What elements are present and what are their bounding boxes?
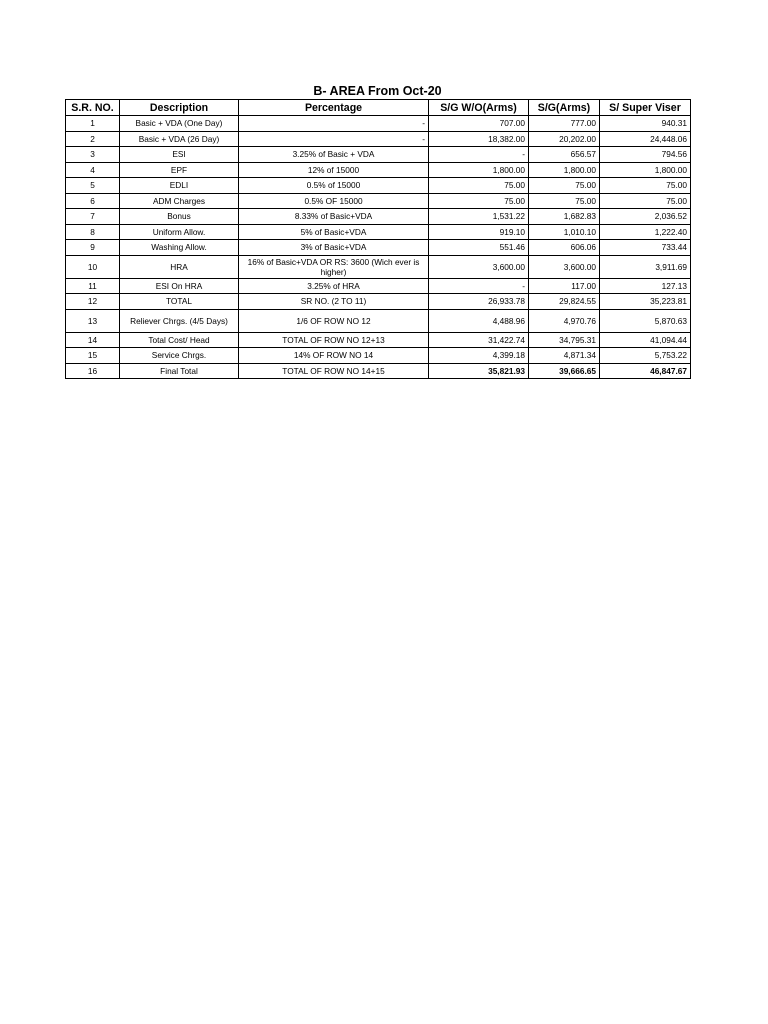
sr-no-cell: 1 xyxy=(66,116,120,132)
sg-wo-arms-cell: 919.10 xyxy=(429,224,529,240)
sg-arms-cell: 1,682.83 xyxy=(529,209,600,225)
sr-no-cell: 2 xyxy=(66,131,120,147)
sg-arms-cell: 29,824.55 xyxy=(529,294,600,310)
super-viser-cell: 75.00 xyxy=(600,178,691,194)
description-cell: ADM Charges xyxy=(120,193,239,209)
rate-table xyxy=(65,99,691,379)
super-viser-cell: 35,223.81 xyxy=(600,294,691,310)
sg-wo-arms-cell: 35,821.93 xyxy=(429,363,529,379)
table-row xyxy=(66,332,691,348)
percentage-cell: 1/6 OF ROW NO 12 xyxy=(239,309,429,332)
table-row xyxy=(66,131,691,147)
table-row xyxy=(66,178,691,194)
sr-no-cell: 6 xyxy=(66,193,120,209)
header-sr-no: S.R. NO. xyxy=(66,100,120,116)
percentage-cell: 0.5% OF 15000 xyxy=(239,193,429,209)
description-cell: Reliever Chrgs. (4/5 Days) xyxy=(120,309,239,332)
sg-arms-cell: 1,010.10 xyxy=(529,224,600,240)
sg-arms-cell: 39,666.65 xyxy=(529,363,600,379)
table-row xyxy=(66,278,691,294)
super-viser-cell: 75.00 xyxy=(600,193,691,209)
super-viser-cell: 794.56 xyxy=(600,147,691,163)
description-cell: Basic + VDA (One Day) xyxy=(120,116,239,132)
description-cell: Basic + VDA (26 Day) xyxy=(120,131,239,147)
table-row xyxy=(66,294,691,310)
super-viser-cell: 3,911.69 xyxy=(600,255,691,278)
percentage-cell: 8.33% of Basic+VDA xyxy=(239,209,429,225)
sg-arms-cell: 34,795.31 xyxy=(529,332,600,348)
sr-no-cell: 13 xyxy=(66,309,120,332)
sg-arms-cell: 20,202.00 xyxy=(529,131,600,147)
sg-wo-arms-cell: 75.00 xyxy=(429,193,529,209)
description-cell: Washing Allow. xyxy=(120,240,239,256)
table-row xyxy=(66,116,691,132)
percentage-cell: 12% of 15000 xyxy=(239,162,429,178)
sg-arms-cell: 4,871.34 xyxy=(529,348,600,364)
description-cell: EPF xyxy=(120,162,239,178)
description-cell: TOTAL xyxy=(120,294,239,310)
super-viser-cell: 24,448.06 xyxy=(600,131,691,147)
header-super-viser: S/ Super Viser xyxy=(600,100,691,116)
sr-no-cell: 4 xyxy=(66,162,120,178)
sg-wo-arms-cell: 4,488.96 xyxy=(429,309,529,332)
table-row xyxy=(66,209,691,225)
percentage-cell: TOTAL OF ROW NO 14+15 xyxy=(239,363,429,379)
super-viser-cell: 1,800.00 xyxy=(600,162,691,178)
header-row xyxy=(66,100,691,116)
super-viser-cell: 46,847.67 xyxy=(600,363,691,379)
sg-wo-arms-cell: 1,531.22 xyxy=(429,209,529,225)
header-sg-wo-arms: S/G W/O(Arms) xyxy=(429,100,529,116)
table-row xyxy=(66,224,691,240)
description-cell: Service Chrgs. xyxy=(120,348,239,364)
sg-wo-arms-cell: 1,800.00 xyxy=(429,162,529,178)
sg-arms-cell: 777.00 xyxy=(529,116,600,132)
table-row xyxy=(66,309,691,332)
percentage-cell: - xyxy=(239,131,429,147)
percentage-cell: SR NO. (2 TO 11) xyxy=(239,294,429,310)
description-cell: ESI On HRA xyxy=(120,278,239,294)
sr-no-cell: 11 xyxy=(66,278,120,294)
percentage-cell: 14% OF ROW NO 14 xyxy=(239,348,429,364)
sg-wo-arms-cell: - xyxy=(429,278,529,294)
super-viser-cell: 127.13 xyxy=(600,278,691,294)
super-viser-cell: 5,753.22 xyxy=(600,348,691,364)
super-viser-cell: 1,222.40 xyxy=(600,224,691,240)
header-description: Description xyxy=(120,100,239,116)
table-body xyxy=(66,116,691,379)
description-cell: Total Cost/ Head xyxy=(120,332,239,348)
sg-arms-cell: 117.00 xyxy=(529,278,600,294)
description-cell: Bonus xyxy=(120,209,239,225)
sg-arms-cell: 75.00 xyxy=(529,178,600,194)
sr-no-cell: 14 xyxy=(66,332,120,348)
percentage-cell: 3% of Basic+VDA xyxy=(239,240,429,256)
sg-wo-arms-cell: 75.00 xyxy=(429,178,529,194)
table-row-final-total xyxy=(66,363,691,379)
sg-arms-cell: 4,970.76 xyxy=(529,309,600,332)
percentage-cell: 5% of Basic+VDA xyxy=(239,224,429,240)
sr-no-cell: 3 xyxy=(66,147,120,163)
sg-wo-arms-cell: 4,399.18 xyxy=(429,348,529,364)
sg-arms-cell: 1,800.00 xyxy=(529,162,600,178)
header-sg-arms: S/G(Arms) xyxy=(529,100,600,116)
sg-wo-arms-cell: 551.46 xyxy=(429,240,529,256)
percentage-cell: 0.5% of 15000 xyxy=(239,178,429,194)
sg-wo-arms-cell: 31,422.74 xyxy=(429,332,529,348)
super-viser-cell: 940.31 xyxy=(600,116,691,132)
sr-no-cell: 7 xyxy=(66,209,120,225)
super-viser-cell: 2,036.52 xyxy=(600,209,691,225)
percentage-cell: 3.25% of Basic + VDA xyxy=(239,147,429,163)
sg-arms-cell: 606.06 xyxy=(529,240,600,256)
sg-wo-arms-cell: 3,600.00 xyxy=(429,255,529,278)
super-viser-cell: 5,870.63 xyxy=(600,309,691,332)
sr-no-cell: 8 xyxy=(66,224,120,240)
table-row xyxy=(66,240,691,256)
sr-no-cell: 12 xyxy=(66,294,120,310)
sr-no-cell: 16 xyxy=(66,363,120,379)
sheet-title: B- AREA From Oct-20 xyxy=(313,84,442,98)
sg-wo-arms-cell: 707.00 xyxy=(429,116,529,132)
description-cell: ESI xyxy=(120,147,239,163)
sg-arms-cell: 3,600.00 xyxy=(529,255,600,278)
super-viser-cell: 41,094.44 xyxy=(600,332,691,348)
sg-arms-cell: 656.57 xyxy=(529,147,600,163)
table-row xyxy=(66,193,691,209)
table-row xyxy=(66,147,691,163)
sr-no-cell: 5 xyxy=(66,178,120,194)
super-viser-cell: 733.44 xyxy=(600,240,691,256)
sg-wo-arms-cell: 26,933.78 xyxy=(429,294,529,310)
percentage-cell: 3.25% of HRA xyxy=(239,278,429,294)
header-percentage: Percentage xyxy=(239,100,429,116)
description-cell: Uniform Allow. xyxy=(120,224,239,240)
percentage-cell: TOTAL OF ROW NO 12+13 xyxy=(239,332,429,348)
percentage-cell: - xyxy=(239,116,429,132)
sr-no-cell: 15 xyxy=(66,348,120,364)
description-cell: Final Total xyxy=(120,363,239,379)
sr-no-cell: 9 xyxy=(66,240,120,256)
spreadsheet-page xyxy=(65,83,690,379)
sg-wo-arms-cell: 18,382.00 xyxy=(429,131,529,147)
description-cell: EDLI xyxy=(120,178,239,194)
description-cell: HRA xyxy=(120,255,239,278)
sr-no-cell: 10 xyxy=(66,255,120,278)
sg-arms-cell: 75.00 xyxy=(529,193,600,209)
table-row xyxy=(66,255,691,278)
percentage-cell: 16% of Basic+VDA OR RS: 3600 (Wich ever is higher) xyxy=(239,255,429,278)
table-row xyxy=(66,162,691,178)
table-row xyxy=(66,348,691,364)
sg-wo-arms-cell: - xyxy=(429,147,529,163)
